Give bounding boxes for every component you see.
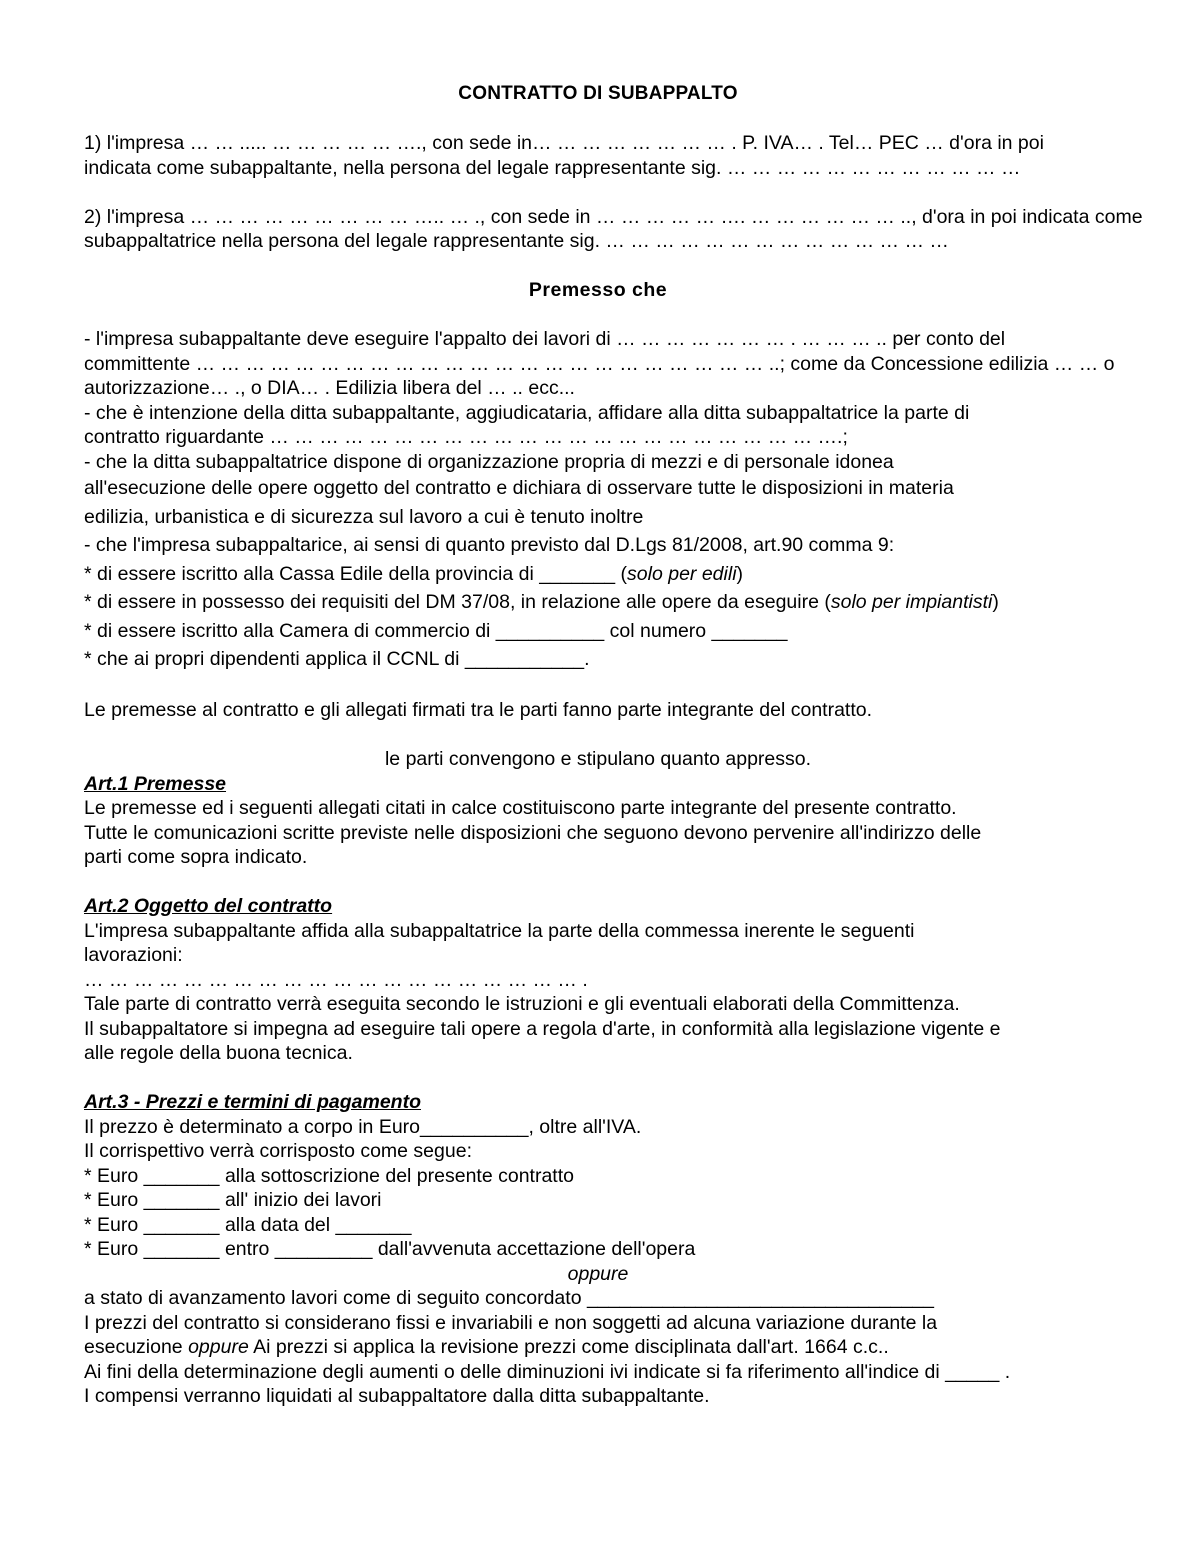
premesso-line: committente … … … … … … … … … … … … … … … … … … … … … … … ..; come da Concessione edilizia … … o — [84, 352, 1115, 375]
premesso-line: edilizia, urbanistica e di sicurezza sul lavoro a cui è tenuto inoltre — [84, 505, 644, 528]
premesso-line: * di essere iscritto alla Camera di commercio di __________ col numero _______ — [84, 619, 788, 642]
party-2-line: subappaltatrice nella persona del legale rappresentante sig. … … … … … … … … … … … … … … — [84, 230, 949, 252]
convengono-line: le parti convengono e stipulano quanto appresso. — [384, 748, 812, 770]
spacer — [84, 254, 1112, 279]
spacer — [84, 870, 1112, 895]
art1-line: Tutte le comunicazioni scritte previste nelle disposizioni che seguono devono pervenire all'indirizzo delle — [84, 821, 982, 844]
art2-line: lavorazioni: — [84, 944, 183, 966]
art3-line: I compensi verranno liquidati al subappaltatore dalla ditta subappaltante. — [84, 1385, 710, 1407]
revision-oppure: oppure — [188, 1336, 249, 1358]
art3-line: I prezzi del contratto si considerano fissi e invariabili e non soggetti ad alcuna variazione durante la — [84, 1311, 938, 1334]
revision-pre: esecuzione — [84, 1336, 189, 1358]
spacer — [84, 723, 1112, 748]
oppure-center: oppure — [567, 1262, 629, 1285]
premesso-line-italic: * di essere iscritto alla Cassa Edile della provincia di _______ (solo per edili) — [84, 562, 744, 585]
art3-line: Ai fini della determinazione degli aumenti o delle diminuzioni ivi indicate si fa riferimento all'indice di _____ . — [84, 1360, 1011, 1383]
spacer — [84, 303, 1112, 328]
art3-line: * Euro _______ entro _________ dall'avvenuta accettazione dell'opera — [84, 1238, 696, 1260]
italic-note: solo per edili — [627, 562, 737, 585]
art3-line: a stato di avanzamento lavori come di seguito concordato ________________________________ — [84, 1287, 934, 1309]
premesso-line: autorizzazione… ., o DIA… . Edilizia libera del … .. ecc... — [84, 377, 575, 399]
premesso-line: - che l'impresa subappaltarice, ai sensi di quanto previsto dal D.Lgs 81/2008, art.90 comma 9: — [84, 534, 895, 556]
art2-body — [84, 919, 1112, 1066]
spacer — [84, 107, 1112, 132]
premesso-line: contratto riguardante … … … … … … … … … … … … … … … … … … … … … … ….; — [84, 426, 848, 448]
document-title: CONTRATTO DI SUBAPPALTO — [458, 83, 738, 104]
art1-title: Art.1 Premesse — [84, 772, 227, 795]
premesso-line: - che la ditta subappaltatrice dispone di organizzazione propria di mezzi e di personale idonea — [84, 450, 894, 473]
art3-line: * Euro _______ alla sottoscrizione del presente contratto — [84, 1164, 574, 1187]
premesso-line: all'esecuzione delle opere oggetto del contratto e dichiara di osservare tutte le disposizioni in materia — [84, 477, 954, 499]
art3-line: * Euro _______ alla data del _______ — [84, 1213, 412, 1236]
art2-line: … … … … … … … … … … … … … … … … … … … … . — [84, 968, 588, 991]
allegati-line: Le premesse al contratto e gli allegati firmati tra le parti fanno parte integrante del contratto. — [84, 699, 873, 721]
art3-line: Il corrispettivo verrà corrisposto come segue: — [84, 1140, 472, 1162]
premesso-line-italic: * di essere in possesso dei requisiti del DM 37/08, in relazione alle opere da eseguire (solo per impiantisti) — [84, 591, 999, 613]
premesso-line: * che ai propri dipendenti applica il CCNL di ___________. — [84, 648, 590, 670]
party-1-line: 1) l'impresa … … ..... … … … … … …., con sede in… … … … … … … … . P. IVA… . Tel… PEC … d'ora in poi — [84, 132, 1044, 154]
party-2-line: 2) l'impresa … … … … … … … … … ….. … ., con sede in … … … … … …. … … … … … … .., d'ora in poi indicata come — [84, 205, 1143, 228]
art3-body — [84, 1115, 1112, 1409]
art1-line: Le premesse ed i seguenti allegati citati in calce costituiscono parte integrante del presente contratto. — [84, 797, 957, 819]
art1-line: parti come sopra indicato. — [84, 846, 308, 868]
spacer — [84, 674, 1112, 699]
art3-line: * Euro _______ all' inizio dei lavori — [84, 1189, 382, 1211]
art2-line: L'impresa subappaltante affida alla subappaltatrice la parte della commessa inerente le seguenti — [84, 919, 915, 942]
premesso-section-a — [84, 327, 1115, 474]
italic-note: solo per impiantisti — [830, 591, 993, 613]
spacer — [84, 180, 1112, 205]
art3-title: Art.3 - Prezzi e termini di pagamento — [84, 1091, 421, 1113]
revision-post: Ai prezzi si applica la revisione prezzi come disciplinata dall'art. 1664 c.c.. — [248, 1336, 889, 1358]
art2-title: Art.2 Oggetto del contratto — [84, 895, 333, 917]
premesso-line: - che è intenzione della ditta subappaltante, aggiudicataria, affidare alla ditta subappaltatrice la parte di — [84, 401, 970, 424]
art2-line: Tale parte di contratto verrà eseguita secondo le istruzioni e gli eventuali elaborati della Committenza. — [84, 993, 960, 1015]
party-1-line: indicata come subappaltante, nella persona del legale rappresentante sig. … … … … … … … … … … … … — [84, 156, 1021, 179]
party-1 — [84, 131, 1112, 180]
art2-line: Il subappaltatore si impegna ad eseguire tali opere a regola d'arte, in conformità alla legislazione vigente e — [84, 1017, 1001, 1040]
premesso-line: - l'impresa subappaltante deve eseguire l'appalto dei lavori di … … … … … … … . … … … .. per conto del — [84, 328, 1006, 350]
party-2 — [84, 205, 1143, 254]
premesso-heading: Premesso che — [528, 279, 668, 301]
premesso-section-b — [84, 474, 1112, 674]
art3-line: Il prezzo è determinato a corpo in Euro__________, oltre all'IVA. — [84, 1115, 642, 1138]
art1-body — [84, 796, 1112, 870]
art3-revision-line — [84, 1335, 1112, 1360]
art2-line: alle regole della buona tecnica. — [84, 1042, 353, 1064]
spacer — [84, 1066, 1112, 1091]
